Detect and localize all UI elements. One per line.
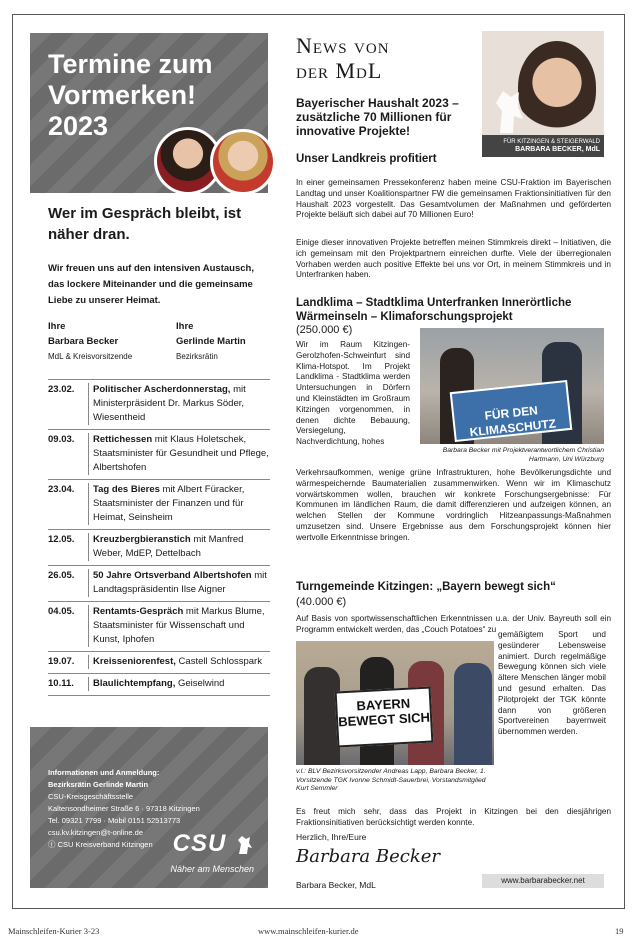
news-title: News von der MdL [296, 33, 390, 83]
avatar-gerlinde-martin [210, 129, 276, 195]
portrait-bar: FÜR KITZINGEN & STEIGERWALD BARBARA BECKER, MdL [482, 135, 604, 157]
footer-website[interactable]: www.mainschleifen-kurier.de [258, 926, 359, 936]
ad-footer [30, 727, 268, 888]
paragraph-2: Einige dieser innovativen Projekte betreffen meinen Stimmkreis direkt – Initiativen, die ich gemeinsam mit den Projektpartnern einreichen durfte. Viele der überregionalen Vorhaben werden auch positive Effekte bei uns vor Ort, in meinem Stimmkreis und in Unterfranken haben. [296, 238, 611, 280]
event-row: 09.03. Rettichessen mit Klaus Holetschek, Staatsminister für Gesundheit und Pflege, Albertshofen [48, 429, 270, 479]
signature: Barbara Becker [296, 846, 440, 867]
event-row: 23.04. Tag des Bieres mit Albert Füracker, Staatsminister der Finanzen und für Heimat, Seinsheim [48, 479, 270, 529]
event-row: 12.05. Kreuzbergbieranstich mit Manfred Weber, MdEP, Dettelbach [48, 529, 270, 565]
photo-bayern-bewegt-sich [296, 641, 494, 765]
section-1-amount: (250.000 €) [296, 324, 353, 336]
section-1-text-b: Verkehrsaufkommen, wenige grüne Infrastrukturen, hohe Bevölkerungsdichte und wärmespeichernde Baumaterialien zusammenwirken. Wenn wir im Klimaschutz vorwärtskommen wollen, brauchen wir konkrete Forschungsergebnisse: Für Kommunen im ländlichen Raum, die damit differenzieren und aufzeigen können, an welchen Stellen der Kommune vordringlich Hitzeanpassungs-Maßnahmen umzusetzen sind. Unsere Ergebnisse aus dem Forschungsprojekt können hier wertvolle Erkenntnisse bringen. [296, 468, 611, 542]
portrait-face [518, 41, 596, 133]
event-row: 04.05. Rentamts-Gespräch mit Markus Blume, Staatsminister für Wissenschaft und Kunst, Iphofen [48, 601, 270, 651]
headline: Bayerischer Haushalt 2023 – zusätzliche 70 Millionen für innovative Projekte! [296, 96, 459, 138]
subhead: Unser Landkreis profitiert [296, 153, 437, 165]
section-2-text-a: Auf Basis von sportwissenschaftlichen Erkenntnissen u.a. der Univ. Bayreuth soll ein Programm entwickelt werden, das „Couch Potatoes“ zu [296, 614, 611, 634]
page-number: 19 [615, 926, 624, 936]
section-1-title: Landklima – Stadtklima Unterfranken Innerörtliche Wärmeinseln – Klimaforschungsprojekt [296, 297, 572, 323]
klimaschutz-sign: FÜR DEN KLIMASCHUTZ [450, 380, 573, 442]
section-2-amount: (40.000 €) [296, 596, 347, 608]
footer-publication: Mainschleifen-Kurier 3-23 [8, 926, 100, 936]
bayern-bewegt-sign: BAYERN BEWEGT SICH [335, 687, 434, 748]
events-advertisement [30, 33, 268, 888]
photo-klimaschutz [420, 328, 604, 444]
signer-1: Ihre Barbara Becker MdL & Kreisvorsitzende [48, 321, 133, 361]
event-row: 23.02. Politischer Ascherdonnerstag, mit Ministerpräsident Dr. Markus Söder, Wiesentheid [48, 379, 270, 429]
csu-tagline: Näher am Menschen [170, 864, 254, 874]
ad-subtitle: Wer im Gespräch bleibt, ist näher dran. [48, 205, 242, 243]
section-2-title: Turngemeinde Kitzingen: „Bayern bewegt sich“ [296, 581, 556, 593]
caption-1: Barbara Becker mit Projektverantwortlichem Christian Hartmann, Uni Würzburg [442, 447, 604, 463]
email-link[interactable]: csu.kv.kitzingen@t-online.de [48, 828, 144, 837]
closing-text: Es freut mich sehr, dass das Projekt in Kitzingen bei den diesjährigen Fraktionsinitiativen berücksichtigt werden konnte. [296, 807, 611, 827]
event-row: 10.11. Blaulichtempfang, Geiselwind [48, 673, 270, 696]
event-row: 26.05. 50 Jahre Ortsverband Albertshofen mit Landtagspräsidentin Ilse Aigner [48, 565, 270, 601]
ad-header [30, 33, 268, 193]
lion-icon [236, 834, 254, 856]
author-name: Barbara Becker, MdL [296, 880, 376, 890]
ad-intro: Wir freuen uns auf den intensiven Austausch, das lockere Miteinander und die gemeinsame Liebe zu unserer Heimat. [48, 263, 254, 306]
website-link[interactable]: www.barbarabecker.net [482, 874, 604, 888]
portrait-barbara-becker [482, 31, 604, 157]
events-table [48, 379, 270, 696]
greeting: Herzlich, Ihre/Eure [296, 832, 367, 842]
caption-2: v.l.: BLV Bezirksvorsitzender Andreas Lapp, Barbara Becker, 1. Vorsitzende TGK Ivonne Schmidt-Sauerbrei, Vorstandsmitglied Kurt Semmler [296, 768, 486, 792]
event-row: 19.07. Kreisseniorenfest, Castell Schlosspark [48, 651, 270, 673]
section-1-text-a: Wir im Raum Kitzingen-Gerolzhofen-Schweinfurt sind Klima-Hotspot. Im Projekt Landklima - Stadtklima werden Untersuchungen in Dörfern und Kleinstädten im Großraum Kitzingen vorgenommen, in denen dichte Bebauung, Versiegelung, Nachverdichtung, hohes [296, 340, 410, 447]
facebook-icon: ⓕ [48, 840, 56, 849]
ad-title: Termine zum Vormerken! 2023 [48, 49, 213, 141]
lion-icon [494, 85, 524, 135]
paragraph-1: In einer gemeinsamen Pressekonferenz haben meine CSU-Fraktion im Bayerischen Landtag und unser Koalitionspartner FW die gemeinsamen Fraktionsinitiativen für den Haushalt 2023 vorgestellt. Das Gesamtvolumen der Maßnahmen und geförderten Projekte beläuft sich dabei auf 70 Millionen Euro! [296, 178, 611, 220]
signer-2: Ihre Gerlinde Martin Bezirksrätin [176, 321, 246, 361]
contact-info: Informationen und Anmeldung: Bezirksrätin Gerlinde Martin CSU-Kreisgeschäftsstelle Kaltensondheimer Straße 6 · 97318 Kitzingen Tel. 09321 7799 · Mobil 0151 52513773 csu.kv.kitzingen@t-online.de ⓕ CSU Kreisverband Kitzingen [48, 767, 258, 851]
section-2-text-b: gemäßigtem Sport und gesünderer Lebensweise animiert. Durch regelmäßige Bewegung können sich viele ältere Menschen länger mobil und gesund erhalten. Das Pilotprojekt der TGK könnte dann von größeren Sportvereinen bayernweit übernommen werden. [498, 630, 606, 737]
csu-logo: CSU [172, 830, 227, 857]
